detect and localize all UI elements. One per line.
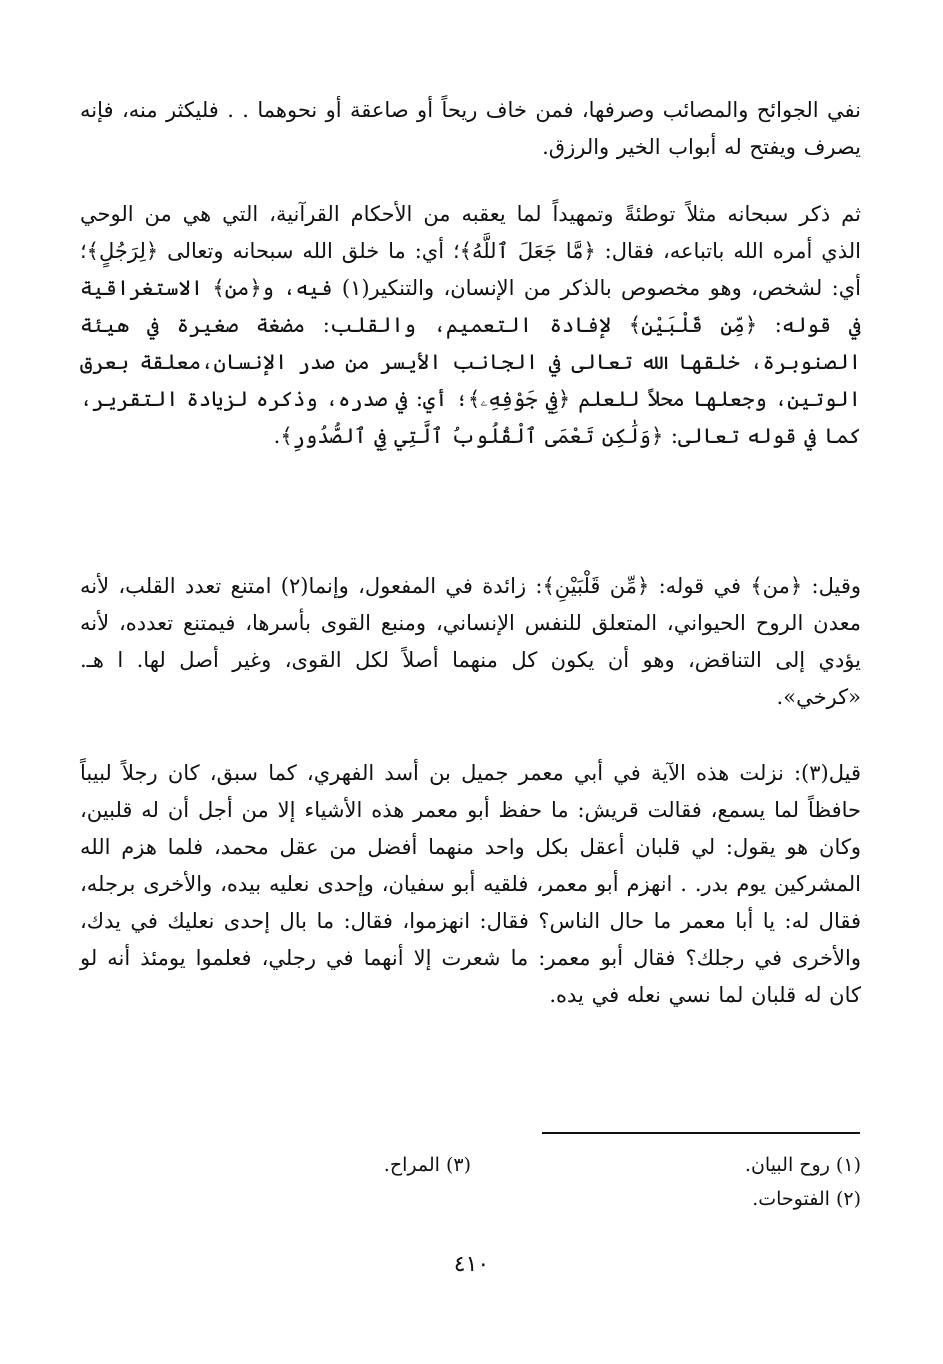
footnotes xyxy=(161,1148,861,1216)
paragraph-4 xyxy=(80,755,861,1014)
footnote-2: (٢) الفتوحات. xyxy=(752,1188,861,1210)
footnote-row xyxy=(161,1182,861,1216)
paragraph-text: وقيل: ﴿من﴾ في قوله: ﴿مِّن قَلْبَيْنِ﴾: زائدة في المفعول، وإنما(٢) امتنع تعدد القلب، لأنه معدن الروح الحيواني، المتعلق للنفس الإنساني، ومنبع القوى بأسرها، فيمتنع تعدده، لأنه يؤدي إلى التناقض، وهو أن يكون كل منهما أصلاً لكل القوى، وغير أصل لها. ا هـ. «كرخي». xyxy=(80,574,862,709)
paragraph-text: قيل(٣): نزلت هذه الآية في أبي معمر جميل بن أسد الفهري، كما سبق، كان رجلاً لبيباً حافظاً لما يسمع، فقالت قريش: ما حفظ أبو معمر هذه الأشياء إلا من أجل أن له قلبين، وكان هو يقول: لي قلبان أعقل بكل واحد منهما أفضل من عقل محمد، فلما هزم الله المشركين يوم بدر. . انهزم أبو معمر، فلقيه أبو سفيان، وإحدى نعليه بيده، والأخرى برجله، فقال له: يا أبا معمر ما حال الناس؟ فقال: انهزموا، فقال: ما بال إحدى نعليك في يدك، والأخرى في رجلك؟ فقال أبو معمر: ما شعرت إلا أنهما في رجلي، فعلموا يومئذ أنه لو كان له قلبان لما نسي نعله في يده. xyxy=(80,761,861,1007)
footnote-1: (١) روح البيان. xyxy=(744,1154,861,1176)
paragraph-text: نفي الجوائح والمصائب وصرفها، فمن خاف ريحاً أو صاعقة أو نحوهما . . فليكثر منه، فإنه يصرف ويفتح له أبواب الخير والرزق. xyxy=(80,98,861,159)
paragraph-1 xyxy=(80,92,861,166)
footnote-divider xyxy=(542,1132,860,1135)
footnote-3: (٣) المراح. xyxy=(383,1154,471,1176)
paragraph-text: ثم ذكر سبحانه مثلاً توطئةً وتمهيداً لما يعقبه من الأحكام القرآنية، التي هي من الوحي الذي أمره الله باتباعه، فقال: ﴿مَّا جَعَلَ ٱللَّهُ﴾؛ أي: ما خلق الله سبحانه وتعالى ﴿لِرَجُلٍ﴾؛ أي: لشخص، وهو مخصوص بالذكر من الإنسان، والتنكير(١) فيه، و﴿من﴾ الاستغراقية في قوله: ﴿مِّن قَلْبَيْنِ﴾ لإفادة التعميم، والقلب: مضغة صغيرة في هيئة الصنوبرة، خلقها الله تعالى في الجانب الأيسر من صدر الإنسان،معلقة بعرق الوتين، وجعلها محلاً للعلم ﴿فِي جَوْفِهِۦ﴾؛ أي: في صدره، وذكره لزيادة التقرير، كما في قوله تعالى: ﴿وَلَٰكِن تَعْمَى ٱلْقُلُوبُ ٱلَّتِي فِي ٱلصُّدُورِ﴾. xyxy=(80,202,861,448)
paragraph-3 xyxy=(80,568,861,716)
page-number: ٤١٠ xyxy=(453,1252,490,1277)
footnote-row xyxy=(161,1148,861,1182)
paragraph-2 xyxy=(80,196,861,455)
